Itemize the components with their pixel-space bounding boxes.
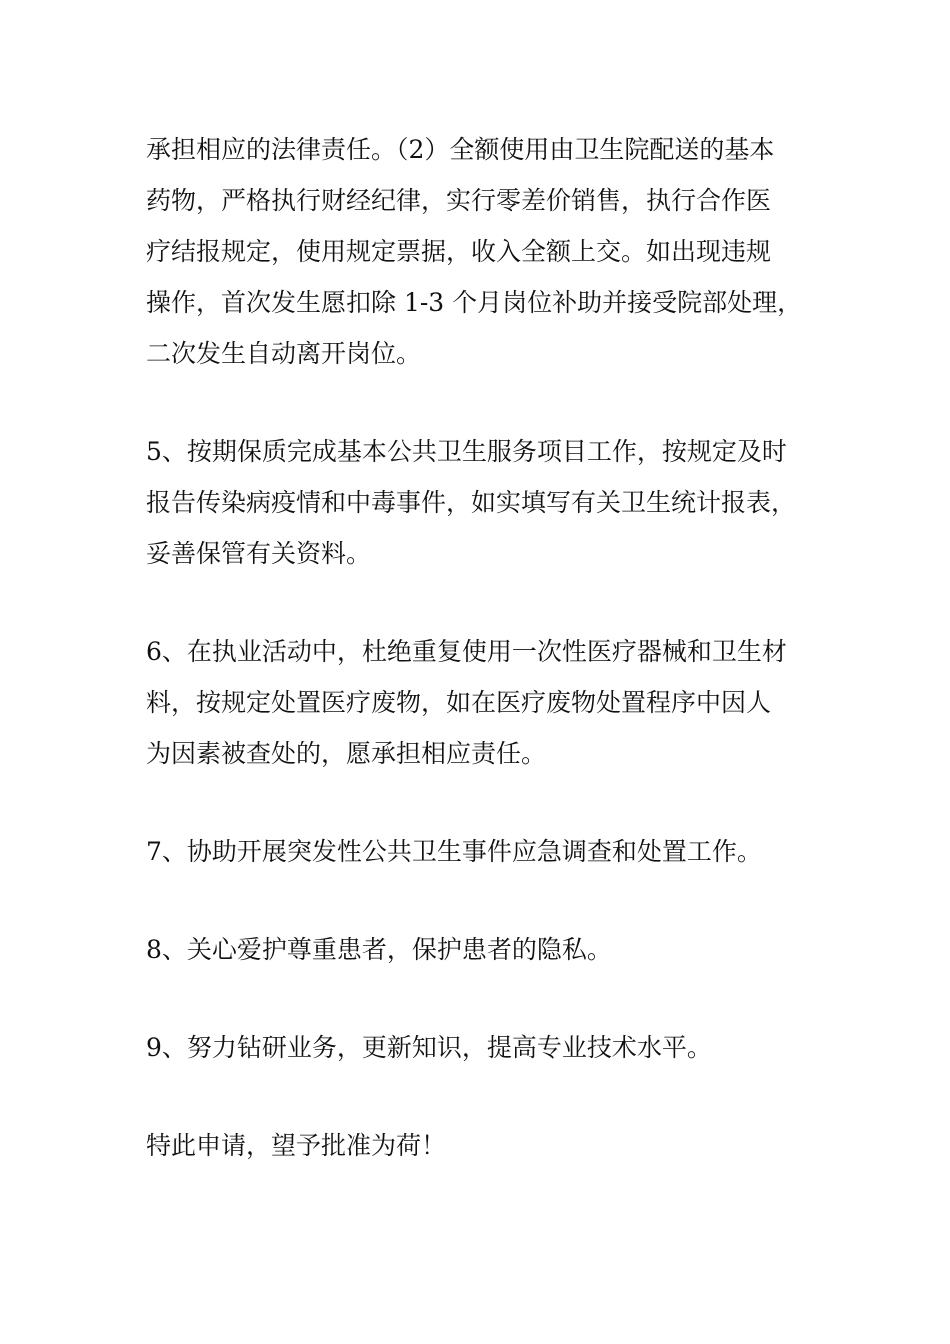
paragraph-item-7: [146, 826, 806, 877]
text-line: 为因素被查处的，愿承担相应责任。: [146, 739, 547, 768]
text-line: 9、努力钻研业务，更新知识，提高专业技术水平。: [146, 1033, 712, 1062]
text-line: 操作，首次发生愿扣除 1-3 个月岗位补助并接受院部处理，: [146, 288, 803, 317]
text-line: 疗结报规定，使用规定票据，收入全额上交。如出现违规: [146, 237, 772, 266]
text-line: 药物，严格执行财经纪律，实行零差价销售，执行合作医: [146, 186, 772, 215]
paragraph-item-6: [146, 626, 806, 779]
paragraph-item-8: [146, 924, 806, 975]
text-line: 8、关心爱护尊重患者，保护患者的隐私。: [146, 935, 612, 964]
document-body: [146, 124, 806, 1171]
text-line: 5、按期保质完成基本公共卫生服务项目工作，按规定及时: [146, 437, 787, 466]
paragraph-legal-responsibility: [146, 124, 806, 379]
text-line: 6、在执业活动中，杜绝重复使用一次性医疗器械和卫生材: [146, 637, 787, 666]
paragraph-item-9: [146, 1022, 806, 1073]
text-line: 料，按规定处置医疗废物，如在医疗废物处置程序中因人: [146, 688, 772, 717]
paragraph-item-5: [146, 426, 806, 579]
text-line: 特此申请，望予批准为荷！: [146, 1131, 447, 1160]
text-line: 承担相应的法律责任。（2）全额使用由卫生院配送的基本: [146, 135, 775, 164]
paragraph-closing: [146, 1120, 806, 1171]
text-line: 7、协助开展突发性公共卫生事件应急调查和处置工作。: [146, 837, 762, 866]
text-line: 妥善保管有关资料。: [146, 539, 372, 568]
text-line: 二次发生自动离开岗位。: [146, 339, 422, 368]
text-line: 报告传染病疫情和中毒事件，如实填写有关卫生统计报表，: [146, 488, 797, 517]
